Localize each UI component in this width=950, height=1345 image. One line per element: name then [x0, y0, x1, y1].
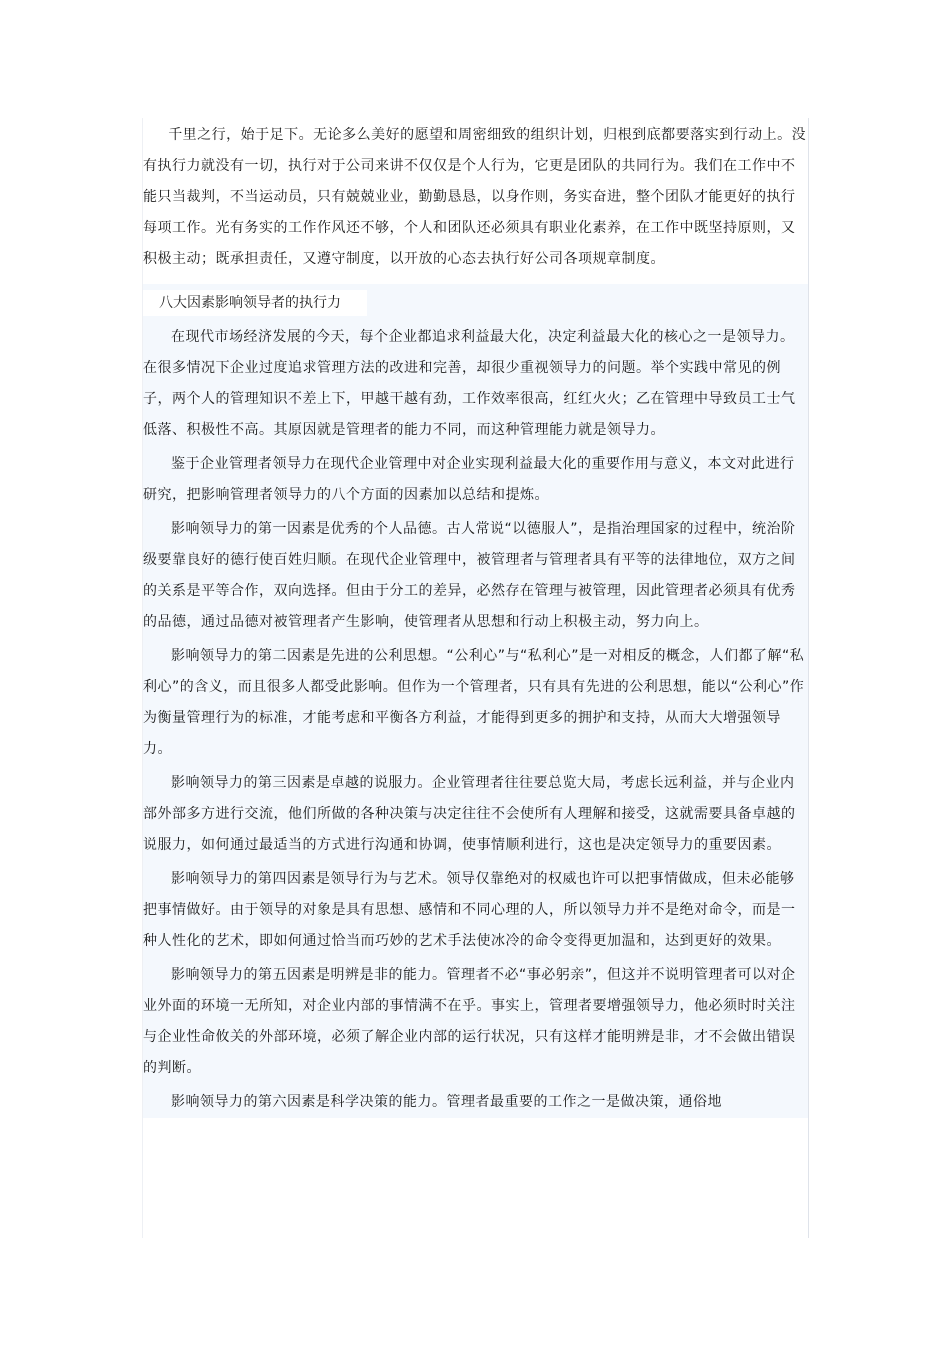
section-heading: 八大因素影响领导者的执行力 [143, 290, 367, 316]
intro-section [143, 118, 808, 284]
paragraph: 影响领导力的第二因素是先进的公利思想。“公利心”与“私利心”是一对相反的概念，人们都了解“私利心”的含义，而且很多人都受此影响。但作为一个管理者，只有具有先进的公利思想，能以“公利心”作为衡量管理行为的标准，才能考虑和平衡各方利益，才能得到更多的拥护和支持，从而大大增强领导力。 [143, 648, 805, 757]
paragraph: 在现代市场经济发展的今天，每个企业都追求利益最大化，决定利益最大化的核心之一是领导力。在很多情况下企业过度追求管理方法的改进和完善，却很少重视领导力的问题。举个实践中常见的例子，两个人的管理知识不差上下，甲越干越有劲，工作效率很高，红红火火；乙在管理中导致员工士气低落、积极性不高。其原因就是管理者的能力不同，而这种管理能力就是领导力。 [143, 329, 796, 438]
paragraph: 鉴于企业管理者领导力在现代企业管理中对企业实现利益最大化的重要作用与意义，本文对此进行研究，把影响管理者领导力的八个方面的因素加以总结和提炼。 [143, 456, 795, 503]
paragraph: 影响领导力的第六因素是科学决策的能力。管理者最重要的工作之一是做决策，通俗地 [171, 1094, 722, 1110]
paragraph: 影响领导力的第四因素是领导行为与艺术。领导仅靠绝对的权威也许可以把事情做成，但未必能够把事情做好。由于领导的对象是具有思想、感情和不同心理的人，所以领导力并不是绝对命令，而是一种人性化的艺术，即如何通过恰当而巧妙的艺术手法使冰冷的命令变得更加温和，达到更好的效果。 [143, 871, 796, 949]
article-section [143, 284, 808, 1118]
intro-paragraph: 千里之行，始于足下。无论多么美好的愿望和周密细致的组织计划，归根到底都要落实到行动上。没有执行力就没有一切，执行对于公司来讲不仅仅是个人行为，它更是团队的共同行为。我们在工作中不能只当裁判，不当运动员，只有兢兢业业，勤勤恳恳，以身作则，务实奋进，整个团队才能更好的执行每项工作。光有务实的工作作风还不够，个人和团队还必须具有职业化素养，在工作中既坚持原则，又积极主动；既承担责任，又遵守制度，以开放的心态去执行好公司各项规章制度。 [143, 127, 807, 267]
paragraph: 影响领导力的第五因素是明辨是非的能力。管理者不必“事必躬亲”，但这并不说明管理者可以对企业外面的环境一无所知，对企业内部的事情满不在乎。事实上，管理者要增强领导力，他必须时时关注与企业性命攸关的外部环境，必须了解企业内部的运行状况，只有这样才能明辨是非，才不会做出错误的判断。 [143, 967, 796, 1076]
paragraph: 影响领导力的第三因素是卓越的说服力。企业管理者往往要总览大局，考虑长远利益，并与企业内部外部多方进行交流，他们所做的各种决策与决定往往不会使所有人理解和接受，这就需要具备卓越的说服力，如何通过最适当的方式进行沟通和协调，使事情顺利进行，这也是决定领导力的重要因素。 [143, 775, 796, 853]
document-body [142, 118, 809, 1238]
paragraph: 影响领导力的第一因素是优秀的个人品德。古人常说“以德服人”，是指治理国家的过程中，统治阶级要靠良好的德行使百姓归顺。在现代企业管理中，被管理者与管理者具有平等的法律地位，双方之间的关系是平等合作，双向选择。但由于分工的差异，必然存在管理与被管理，因此管理者必须具有优秀的品德，通过品德对被管理者产生影响，使管理者从思想和行动上积极主动，努力向上。 [143, 521, 796, 630]
